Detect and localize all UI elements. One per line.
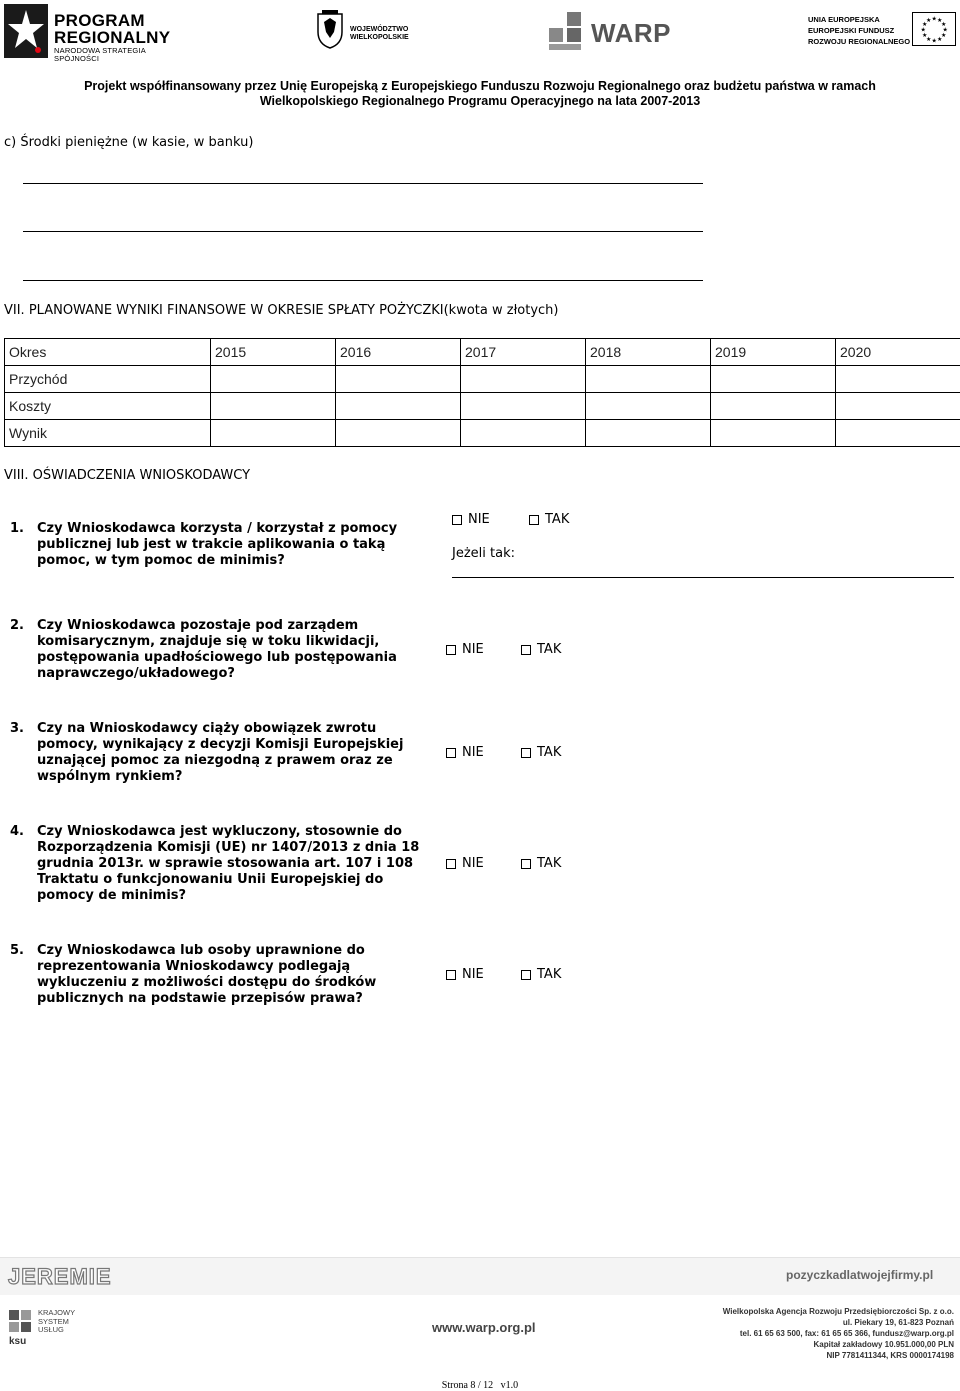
if-yes-answer-line[interactable] <box>452 577 954 578</box>
eu-star-icon: ★ <box>937 16 943 24</box>
option-yes-label: TAK <box>537 745 562 760</box>
option-yes-label: TAK <box>537 967 562 982</box>
option-yes-label: TAK <box>537 856 562 871</box>
eu-star-icon: ★ <box>926 16 932 24</box>
eu-star-icon: ★ <box>920 26 926 34</box>
ksu-line3: USŁUG <box>38 1325 64 1334</box>
checkbox-icon[interactable] <box>529 515 539 525</box>
ksu-mark-icon <box>7 1308 37 1348</box>
table-cell[interactable] <box>461 366 586 393</box>
table-cell[interactable] <box>711 393 836 420</box>
section-c-title: c) Środki pieniężne (w kasie, w banku) <box>4 135 254 150</box>
warp-website-link[interactable]: www.warp.org.pl <box>432 1320 536 1335</box>
table-cell[interactable] <box>461 393 586 420</box>
option-no-checkbox[interactable] <box>446 642 484 658</box>
wojewodztwo-logo <box>316 10 416 54</box>
table-cell[interactable] <box>336 420 461 447</box>
table-header-cell: Okres <box>5 339 211 366</box>
table-cell[interactable] <box>211 366 336 393</box>
question-text: Czy Wnioskodawca jest wykluczony, stosownie do Rozporządzenia Komisji (UE) nr 1407/2013 z dnia 18 grudnia 2013r. w sprawie stosowania art. 107 i 108 Traktatu o funkcjonowaniu Unii Europejskiej do pomocy de minimis? <box>37 824 420 903</box>
table-row <box>5 420 960 447</box>
ksu-line1: KRAJOWY <box>38 1308 76 1317</box>
table-header-cell: 2017 <box>461 339 586 366</box>
table-cell[interactable] <box>836 420 960 447</box>
warp-blocks-icon <box>545 12 585 52</box>
address-line: Wielkopolska Agencja Rozwoju Przedsiębiorczości Sp. z o.o. <box>722 1307 954 1316</box>
program-title-line2: REGIONALNY <box>54 28 171 47</box>
option-no-checkbox[interactable] <box>446 967 484 983</box>
eu-star-icon: ★ <box>941 32 947 39</box>
option-no-checkbox[interactable] <box>446 856 484 872</box>
option-no-label: NIE <box>468 512 490 527</box>
table-header-cell: 2019 <box>711 339 836 366</box>
if-yes-label: Jeżeli tak: <box>452 546 515 561</box>
option-yes-checkbox[interactable] <box>529 512 569 528</box>
option-yes-checkbox[interactable] <box>521 856 561 872</box>
pozyczka-logo: pozyczkadlatwojejfirmy.pl <box>786 1268 934 1282</box>
checkbox-icon[interactable] <box>521 748 531 758</box>
question-number: 4. <box>10 824 24 839</box>
program-regionalny-star-icon <box>4 4 48 58</box>
question-text: Czy Wnioskodawca pozostaje pod zarządem komisarycznym, znajduje się w toku likwidacji, postępowania upadłościowego lub postępowania naprawczego/układowego? <box>37 618 397 681</box>
ksu-line2: SYSTEM <box>38 1316 69 1326</box>
ksu-mark-text: ksu <box>9 1336 27 1347</box>
table-cell[interactable] <box>711 366 836 393</box>
cofinancing-line1: Projekt współfinansowany przez Unię Europejską z Europejskiego Funduszu Rozwoju Regionalnego oraz budżetu państwa w ramach <box>84 79 876 93</box>
eu-star-icon: ★ <box>941 21 947 28</box>
table-cell[interactable] <box>711 420 836 447</box>
option-yes-checkbox[interactable] <box>521 745 561 761</box>
wojewodztwo-text <box>350 26 409 42</box>
table-row <box>5 393 960 420</box>
question-number: 5. <box>10 943 24 958</box>
checkbox-icon[interactable] <box>446 748 456 758</box>
page-number: Strona 8 / 12 v1.0 <box>441 1380 519 1391</box>
table-header-cell: 2016 <box>336 339 461 366</box>
question-number: 1. <box>10 521 24 536</box>
wojewodztwo-line2: WIELKOPOLSKIE <box>350 34 409 41</box>
section-vii-title: VII. PLANOWANE WYNIKI FINANSOWE W OKRESIE SPŁATY POŻYCZKI(kwota w złotych) <box>4 303 559 318</box>
option-no-label: NIE <box>462 967 484 982</box>
eu-line2: EUROPEJSKI FUNDUSZ <box>808 26 895 35</box>
eu-text <box>808 14 910 47</box>
section-viii-title: VIII. OŚWIADCZENIA WNIOSKODAWCY <box>4 468 251 483</box>
checkbox-icon[interactable] <box>452 515 462 525</box>
option-no-label: NIE <box>462 745 484 760</box>
table-row-label: Koszty <box>5 393 211 420</box>
question-number: 3. <box>10 721 24 736</box>
program-title-line1: PROGRAM <box>54 11 145 30</box>
question-text: Czy Wnioskodawca korzysta / korzystał z pomocy publicznej lub jest w trakcie aplikowania o taką pomoc, w tym pomoc de minimis? <box>37 521 398 568</box>
coat-of-arms-icon <box>316 10 344 50</box>
eu-star-icon: ★ <box>921 21 928 28</box>
answer-line-2[interactable] <box>23 231 703 232</box>
eu-star-icon: ★ <box>926 36 932 44</box>
eu-line3: ROZWOJU REGIONALNEGO <box>808 37 911 46</box>
option-no-label: NIE <box>462 642 484 657</box>
table-cell[interactable] <box>836 393 960 420</box>
checkbox-icon[interactable] <box>446 645 456 655</box>
checkbox-icon[interactable] <box>521 859 531 869</box>
table-cell[interactable] <box>336 393 461 420</box>
table-header-cell: 2015 <box>211 339 336 366</box>
option-no-checkbox[interactable] <box>452 512 490 528</box>
financial-results-table <box>4 338 960 447</box>
program-regionalny-logo <box>4 4 184 63</box>
table-header-cell: 2020 <box>836 339 960 366</box>
wojewodztwo-line1: WOJEWÓDZTWO <box>350 26 409 33</box>
cofinancing-line2: Wielkopolskiego Regionalnego Programu Operacyjnego na lata 2007-2013 <box>259 94 701 108</box>
option-yes-checkbox[interactable] <box>521 967 561 983</box>
checkbox-icon[interactable] <box>521 645 531 655</box>
jeremie-logo: JEREMIE <box>8 1264 112 1289</box>
cofinancing-note <box>0 79 960 109</box>
table-cell[interactable] <box>211 393 336 420</box>
warp-logo <box>545 12 685 52</box>
program-subtitle: NARODOWA STRATEGIA SPÓJNOŚCI <box>54 46 146 63</box>
table-row-label: Wynik <box>5 420 211 447</box>
address-line: NIP 7781411344, KRS 0000174198 <box>826 1351 954 1360</box>
eu-star-icon: ★ <box>931 15 937 23</box>
question-text: Czy Wnioskodawca lub osoby uprawnione do reprezentowania Wnioskodawcy podlegają wykluczeniu z możliwości dostępu do środków publicznych na podstawie przepisów prawa? <box>37 943 377 1006</box>
warp-address-block <box>690 1306 954 1361</box>
question-number: 2. <box>10 618 24 633</box>
address-line: ul. Piekary 19, 61-823 Poznań <box>842 1318 954 1327</box>
question-text: Czy na Wnioskodawcy ciąży obowiązek zwrotu pomocy, wynikający z decyzji Komisji Europejskiej uznającej pomoc za niezgodną z prawem oraz ze wspólnym rynkiem? <box>37 721 404 784</box>
eu-line1: UNIA EUROPEJSKA <box>808 15 880 24</box>
eu-flag-icon <box>912 12 956 46</box>
eu-star-icon: ★ <box>942 26 948 34</box>
table-header-row <box>5 339 960 366</box>
table-cell[interactable] <box>211 420 336 447</box>
table-cell[interactable] <box>836 366 960 393</box>
table-row-label: Przychód <box>5 366 211 393</box>
table-row <box>5 366 960 393</box>
option-no-label: NIE <box>462 856 484 871</box>
table-cell[interactable] <box>586 420 711 447</box>
eu-logo <box>808 12 958 52</box>
option-yes-label: TAK <box>545 512 570 527</box>
table-cell[interactable] <box>586 366 711 393</box>
option-yes-checkbox[interactable] <box>521 642 561 658</box>
warp-wordmark: WARP <box>591 18 671 48</box>
checkbox-icon[interactable] <box>446 859 456 869</box>
address-line: Kapitał zakładowy 10.951.000,00 PLN <box>813 1340 954 1349</box>
eu-star-icon: ★ <box>921 32 928 39</box>
checkbox-icon[interactable] <box>521 970 531 980</box>
answer-line-3[interactable] <box>23 280 703 281</box>
table-cell[interactable] <box>461 420 586 447</box>
address-line: tel. 61 65 63 500, fax: 61 65 65 366, fundusz@warp.org.pl <box>739 1329 954 1338</box>
ksu-text <box>38 1309 75 1335</box>
eu-star-icon: ★ <box>931 37 937 45</box>
checkbox-icon[interactable] <box>446 970 456 980</box>
table-cell[interactable] <box>336 366 461 393</box>
option-yes-label: TAK <box>537 642 562 657</box>
table-header-cell: 2018 <box>586 339 711 366</box>
eu-star-icon: ★ <box>937 36 943 44</box>
option-no-checkbox[interactable] <box>446 745 484 761</box>
table-cell[interactable] <box>586 393 711 420</box>
answer-line-1[interactable] <box>23 183 703 184</box>
